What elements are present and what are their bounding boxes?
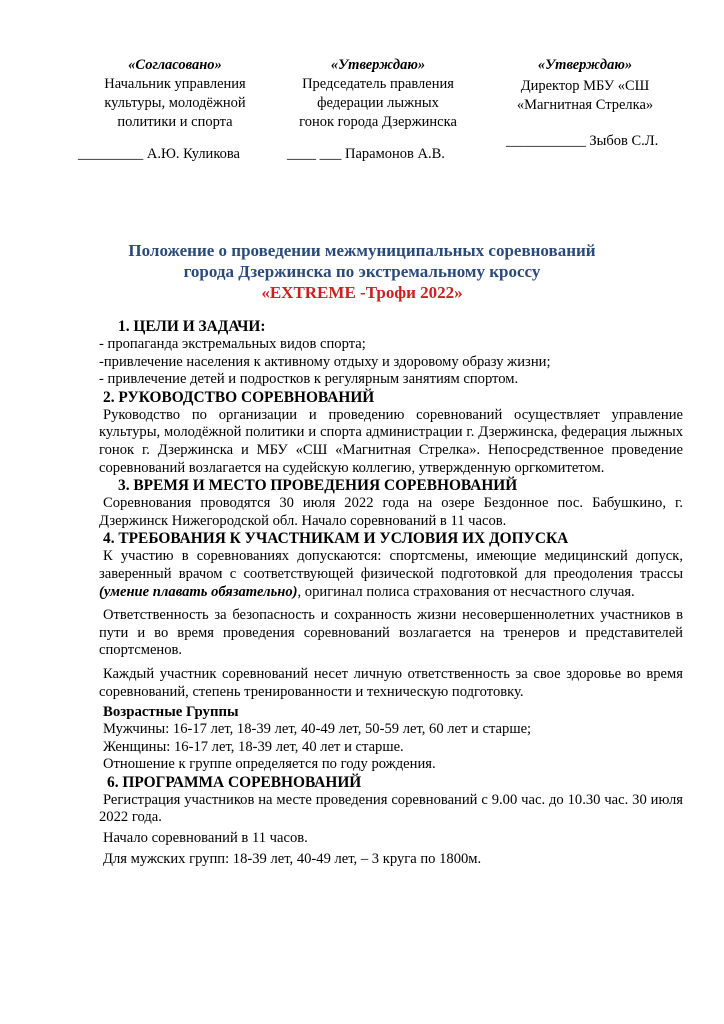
requirements-p2: Ответственность за безопасность и сохранность жизни несовершеннолетних участников в пути и во время проведения соревнований возлагается на тренеров и представителей спортсменов. [99, 607, 683, 659]
approval-head: «Согласовано» [128, 57, 222, 73]
document-body [99, 318, 683, 868]
goals-list [99, 336, 683, 389]
requirements-p1 [99, 548, 683, 601]
approval-line: федерации лыжных [317, 95, 439, 111]
list-item: -привлечение населения к активному отдыху и здоровому образу жизни; [99, 353, 551, 370]
requirements-p3: Каждый участник соревнований несет личную ответственность за свое здоровье во время соревнований, степень тренированности и техническую подготовку. [99, 665, 683, 700]
list-item: - пропаганда экстремальных видов спорта; [99, 336, 366, 352]
section-heading-program: 6. ПРОГРАММА СОРЕВНОВАНИЙ [107, 773, 362, 791]
approval-head: «Утверждаю» [330, 57, 426, 73]
approval-line: Начальник управления [104, 76, 246, 92]
approval-line: политики и спорта [117, 114, 233, 130]
approval-line: Директор МБУ «СШ [520, 78, 650, 94]
approval-head: «Утверждаю» [537, 57, 633, 73]
age-groups-men: Мужчины: 16-17 лет, 18-39 лет, 40-49 лет, 50-59 лет, 60 лет и старше; [103, 721, 532, 738]
program-start: Начало соревнований в 11 часов. [103, 830, 308, 847]
section-heading-time-place: 3. ВРЕМЯ И МЕСТО ПРОВЕДЕНИЯ СОРЕВНОВАНИЙ [118, 477, 518, 495]
title-line-1: Положение о проведении межмуниципальных соревнований [128, 241, 596, 260]
approval-line: «Магнитная Стрелка» [516, 97, 654, 113]
time-place-text: Соревнования проводятся 30 июля 2022 года на озере Бездонное пос. Бабушкино, г. Дзержинск Нижегородской обл. Начало соревнований в 11 часов. [99, 495, 683, 529]
approval-block-director [490, 56, 680, 115]
requirements-p1-start: К участию в соревнованиях допускаются: спортсмены, имеющие медицинский допуск, заверенный врачом с соответствующей физической подготовкой для преодоления трассы [99, 548, 683, 582]
section-heading-requirements: 4. ТРЕБОВАНИЯ К УЧАСТНИКАМ И УСЛОВИЯ ИХ ДОПУСКА [103, 530, 569, 548]
section-heading-management: 2. РУКОВОДСТВО СОРЕВНОВАНИЙ [103, 388, 375, 406]
title-line-2: города Дзержинска по экстремальному кроссу [183, 262, 541, 281]
approval-line: культуры, молодёжной [104, 95, 246, 111]
requirements-p1-end: , оригинал полиса страхования от несчастного случая. [297, 583, 635, 600]
program-men-groups: Для мужских групп: 18-39 лет, 40-49 лет, – 3 круга по 1800м. [103, 850, 482, 867]
signature-kulikova: _________ А.Ю. Куликова [78, 146, 240, 162]
age-groups-women: Женщины: 16-17 лет, 18-39 лет, 40 лет и старше. [103, 738, 404, 755]
section-heading-goals: 1. ЦЕЛИ И ЗАДАЧИ: [118, 318, 266, 335]
list-item: - привлечение детей и подростков к регулярным занятиям спортом. [99, 371, 519, 388]
approval-line: Председатель правления [302, 76, 454, 92]
document-title [60, 240, 664, 303]
swimming-required-note: (умение плавать обязательно) [99, 583, 298, 600]
age-group-rule: Отношение к группе определяется по году рождения. [103, 756, 436, 773]
management-text: Руководство по организации и проведению соревнований осуществляет управление культуры, молодёжной политики и спорта администрации г. Дзержинска, федерация лыжных гонок г. Дзержинска и МБУ «СШ «Магнитная Стрелка». Непосредственное проведение соревнований возлагается на судейскую коллегию, утвержденную оргкомитетом. [99, 406, 683, 476]
signature-zybov: ___________ Зыбов С.Л. [506, 133, 659, 149]
signature-paramonov: ____ ___ Парамонов А.В. [287, 146, 445, 162]
approval-block-agreed [80, 56, 270, 132]
age-groups-heading: Возрастные Группы [103, 704, 239, 721]
title-line-3: «EXTREME -Трофи 2022» [261, 283, 463, 302]
program-registration: Регистрация участников на месте проведения соревнований с 9.00 час. до 10.30 час. 30 июля 2022 года. [99, 791, 683, 826]
approval-line: гонок города Дзержинска [299, 114, 457, 130]
approval-block-federation [283, 56, 473, 132]
